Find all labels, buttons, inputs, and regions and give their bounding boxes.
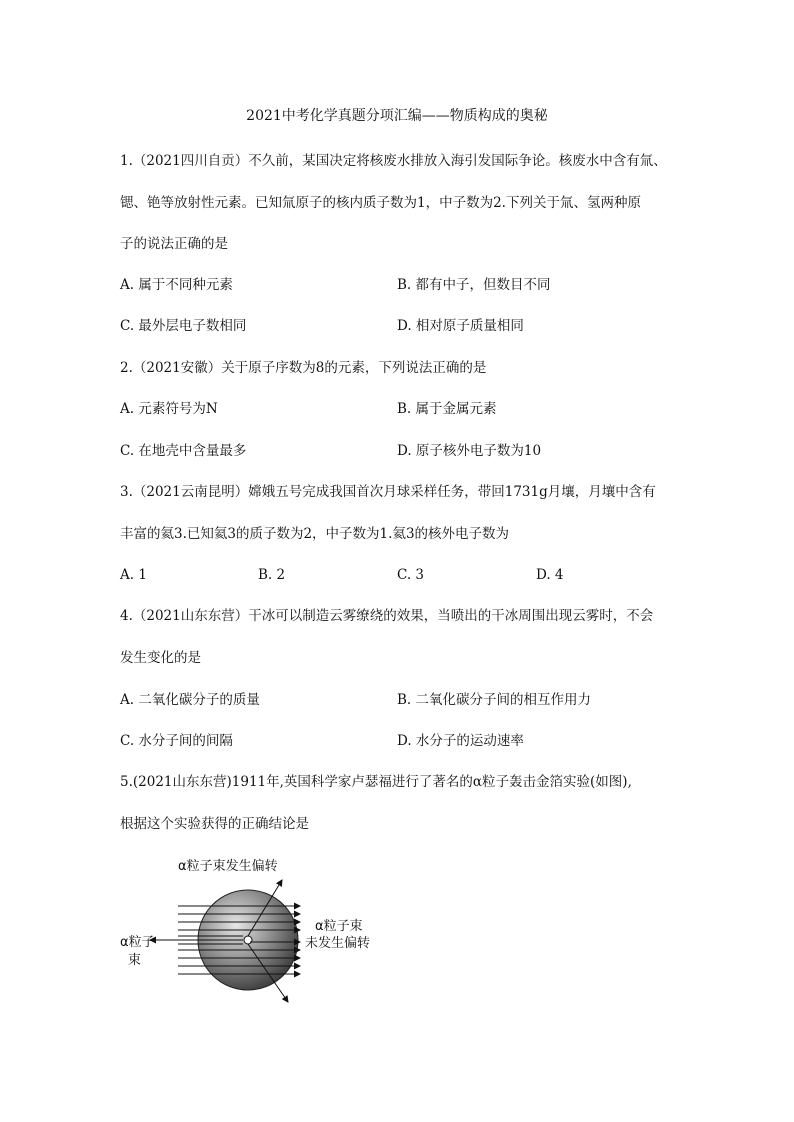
q5-stem-line1: 5.(2021山东东营)1911年,英国科学家卢瑟福进行了著名的α粒子轰击金箔实验(如图), [120, 774, 632, 790]
alpha-scattering-diagram [110, 850, 410, 1010]
q3-option-a: A. 1 [120, 567, 147, 583]
q1-stem-line2: 锶、铯等放射性元素。已知氚原子的核内质子数为1，中子数为2.下列关于氚、氢两种原 [120, 195, 641, 211]
q4-stem-line1: 4.（2021山东东营）干冰可以制造云雾缭绕的效果，当喷出的干冰周围出现云雾时，不会 [120, 608, 654, 624]
q2-option-d: D. 原子核外电子数为10 [397, 443, 542, 459]
label-deflected: α粒子束发生偏转 [178, 859, 278, 874]
q2-option-a: A. 元素符号为N [120, 401, 218, 417]
label-bounce-line2: 束 [128, 953, 142, 968]
q4-option-b: B. 二氧化碳分子间的相互作用力 [397, 692, 592, 708]
q3-option-b: B. 2 [258, 567, 286, 583]
q4-option-d: D. 水分子的运动速率 [397, 733, 524, 749]
q1-option-d: D. 相对原子质量相同 [397, 318, 524, 334]
q4-option-a: A. 二氧化碳分子的质量 [120, 692, 260, 708]
label-bounce-line1: α粒子 [120, 935, 155, 950]
q2-option-c: C. 在地壳中含量最多 [120, 443, 247, 459]
label-undeflected-line1: α粒子束 [315, 919, 363, 934]
page-title: 2021中考化学真题分项汇编——物质构成的奥秘 [246, 108, 548, 124]
q3-option-d: D. 4 [536, 567, 564, 583]
q4-option-c: C. 水分子间的间隔 [120, 733, 233, 749]
q1-stem-line1: 1.（2021四川自贡）不久前，某国决定将核废水排放入海引发国际争论。核废水中含有氚、 [120, 153, 667, 169]
q1-option-c: C. 最外层电子数相同 [120, 318, 247, 334]
q3-option-c: C. 3 [397, 567, 425, 583]
q2-option-b: B. 属于金属元素 [397, 401, 497, 417]
q3-stem-line2: 丰富的氦3.已知氦3的质子数为2，中子数为1.氦3的核外电子数为 [120, 526, 510, 542]
q4-stem-line2: 发生变化的是 [120, 650, 201, 666]
label-undeflected-line2: 未发生偏转 [305, 936, 371, 951]
q1-stem-line3: 子的说法正确的是 [120, 236, 228, 252]
q1-option-a: A. 属于不同种元素 [120, 277, 233, 293]
q3-stem-line1: 3.（2021云南昆明）嫦娥五号完成我国首次月球采样任务，带回1731g月壤，月壤中含有 [120, 484, 656, 500]
nucleus-icon [244, 936, 252, 944]
q5-stem-line2: 根据这个实验获得的正确结论是 [120, 816, 309, 832]
q1-option-b: B. 都有中子，但数目不同 [397, 277, 551, 293]
q2-stem-line1: 2.（2021安徽）关于原子序数为8的元素，下列说法正确的是 [120, 360, 487, 376]
